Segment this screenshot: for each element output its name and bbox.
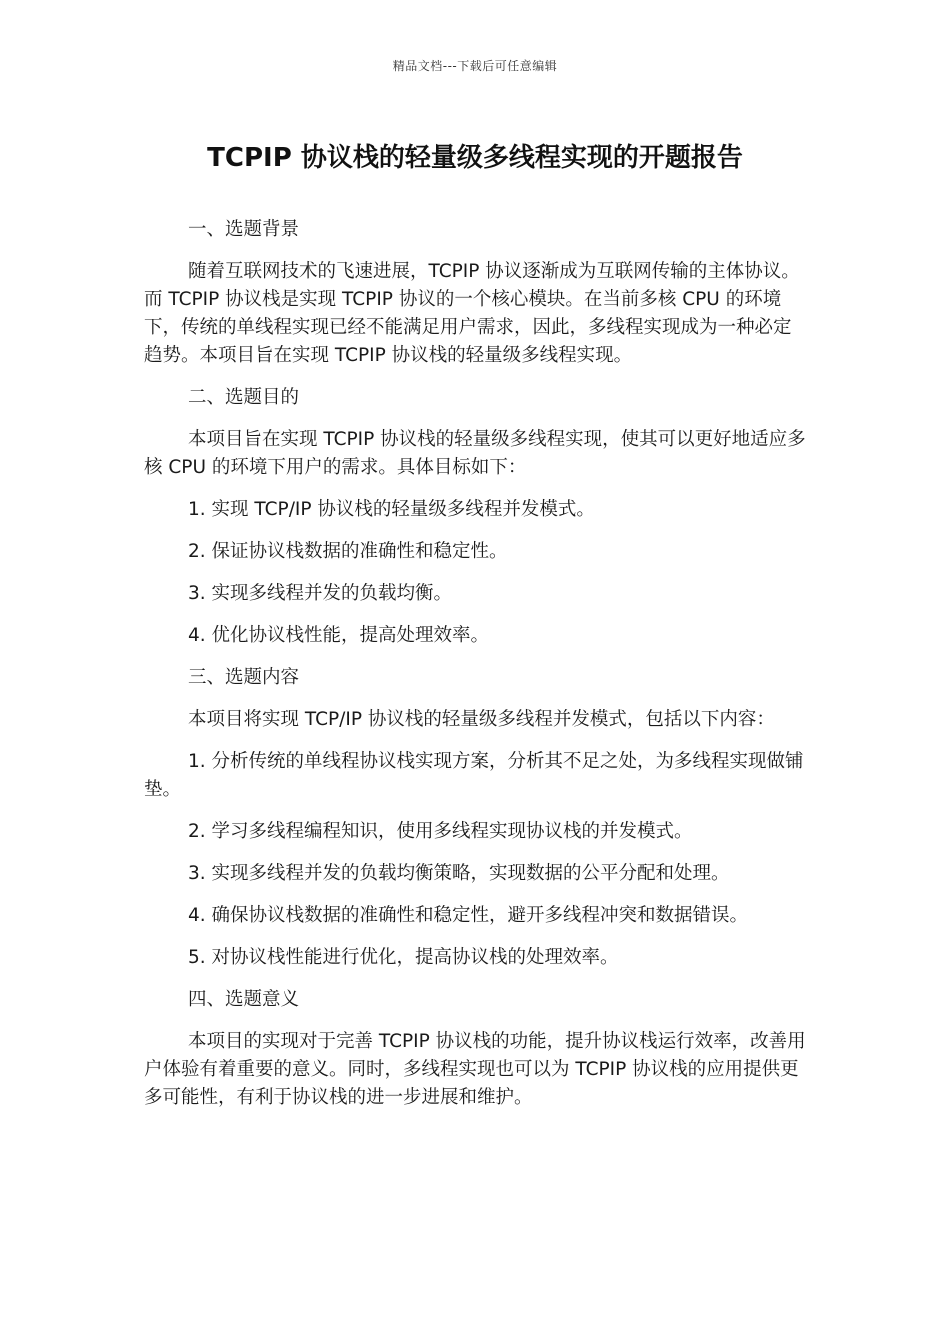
list-item-content-5: 5. 对协议栈性能进行优化，提高协议栈的处理效率。	[188, 947, 619, 968]
list-item-content-3: 3. 实现多线程并发的负载均衡策略，实现数据的公平分配和处理。	[188, 863, 730, 884]
paragraph-background: 随着互联网技术的飞速进展，TCPIP 协议逐渐成为互联网传输的主体协议。而 TCPIP 协议栈是实现 TCPIP 协议的一个核心模块。在当前多核 CPU 的环境下，传统的单线程实现已经不能满足用户需求，因此，多线程实现成为一种必定趋势。本项目旨在实现 TCPIP 协议栈的轻量级多线程实现。	[144, 261, 800, 366]
section-heading-background: 一、选题背景	[188, 219, 300, 240]
list-item-goal-1: 1. 实现 TCP/IP 协议栈的轻量级多线程并发模式。	[188, 499, 595, 520]
list-item-content-1: 1. 分析传统的单线程协议栈实现方案，分析其不足之处，为多线程实现做铺垫。	[144, 751, 804, 800]
section-heading-content: 三、选题内容	[188, 667, 300, 688]
list-item-goal-2: 2. 保证协议栈数据的准确性和稳定性。	[188, 541, 508, 562]
paragraph-purpose: 本项目旨在实现 TCPIP 协议栈的轻量级多线程实现，使其可以更好地适应多核 CPU 的环境下用户的需求。具体目标如下：	[144, 429, 806, 478]
section-heading-significance: 四、选题意义	[188, 989, 300, 1010]
page-header-note: 精品文档---下载后可任意编辑	[392, 59, 558, 73]
list-item-content-4: 4. 确保协议栈数据的准确性和稳定性，避开多线程冲突和数据错误。	[188, 905, 749, 926]
list-item-content-2: 2. 学习多线程编程知识，使用多线程实现协议栈的并发模式。	[188, 821, 693, 842]
document-body	[144, 216, 808, 1126]
document-title: TCPIP 协议栈的轻量级多线程实现的开题报告	[207, 143, 743, 173]
paragraph-significance: 本项目的实现对于完善 TCPIP 协议栈的功能，提升协议栈运行效率，改善用户体验有着重要的意义。同时，多线程实现也可以为 TCPIP 协议栈的应用提供更多可能性，有利于协议栈的进一步进展和维护。	[144, 1031, 806, 1108]
list-item-goal-4: 4. 优化协议栈性能，提高处理效率。	[188, 625, 490, 646]
section-heading-purpose: 二、选题目的	[188, 387, 300, 408]
list-item-goal-3: 3. 实现多线程并发的负载均衡。	[188, 583, 453, 604]
paragraph-content: 本项目将实现 TCP/IP 协议栈的轻量级多线程并发模式，包括以下内容：	[188, 709, 775, 730]
